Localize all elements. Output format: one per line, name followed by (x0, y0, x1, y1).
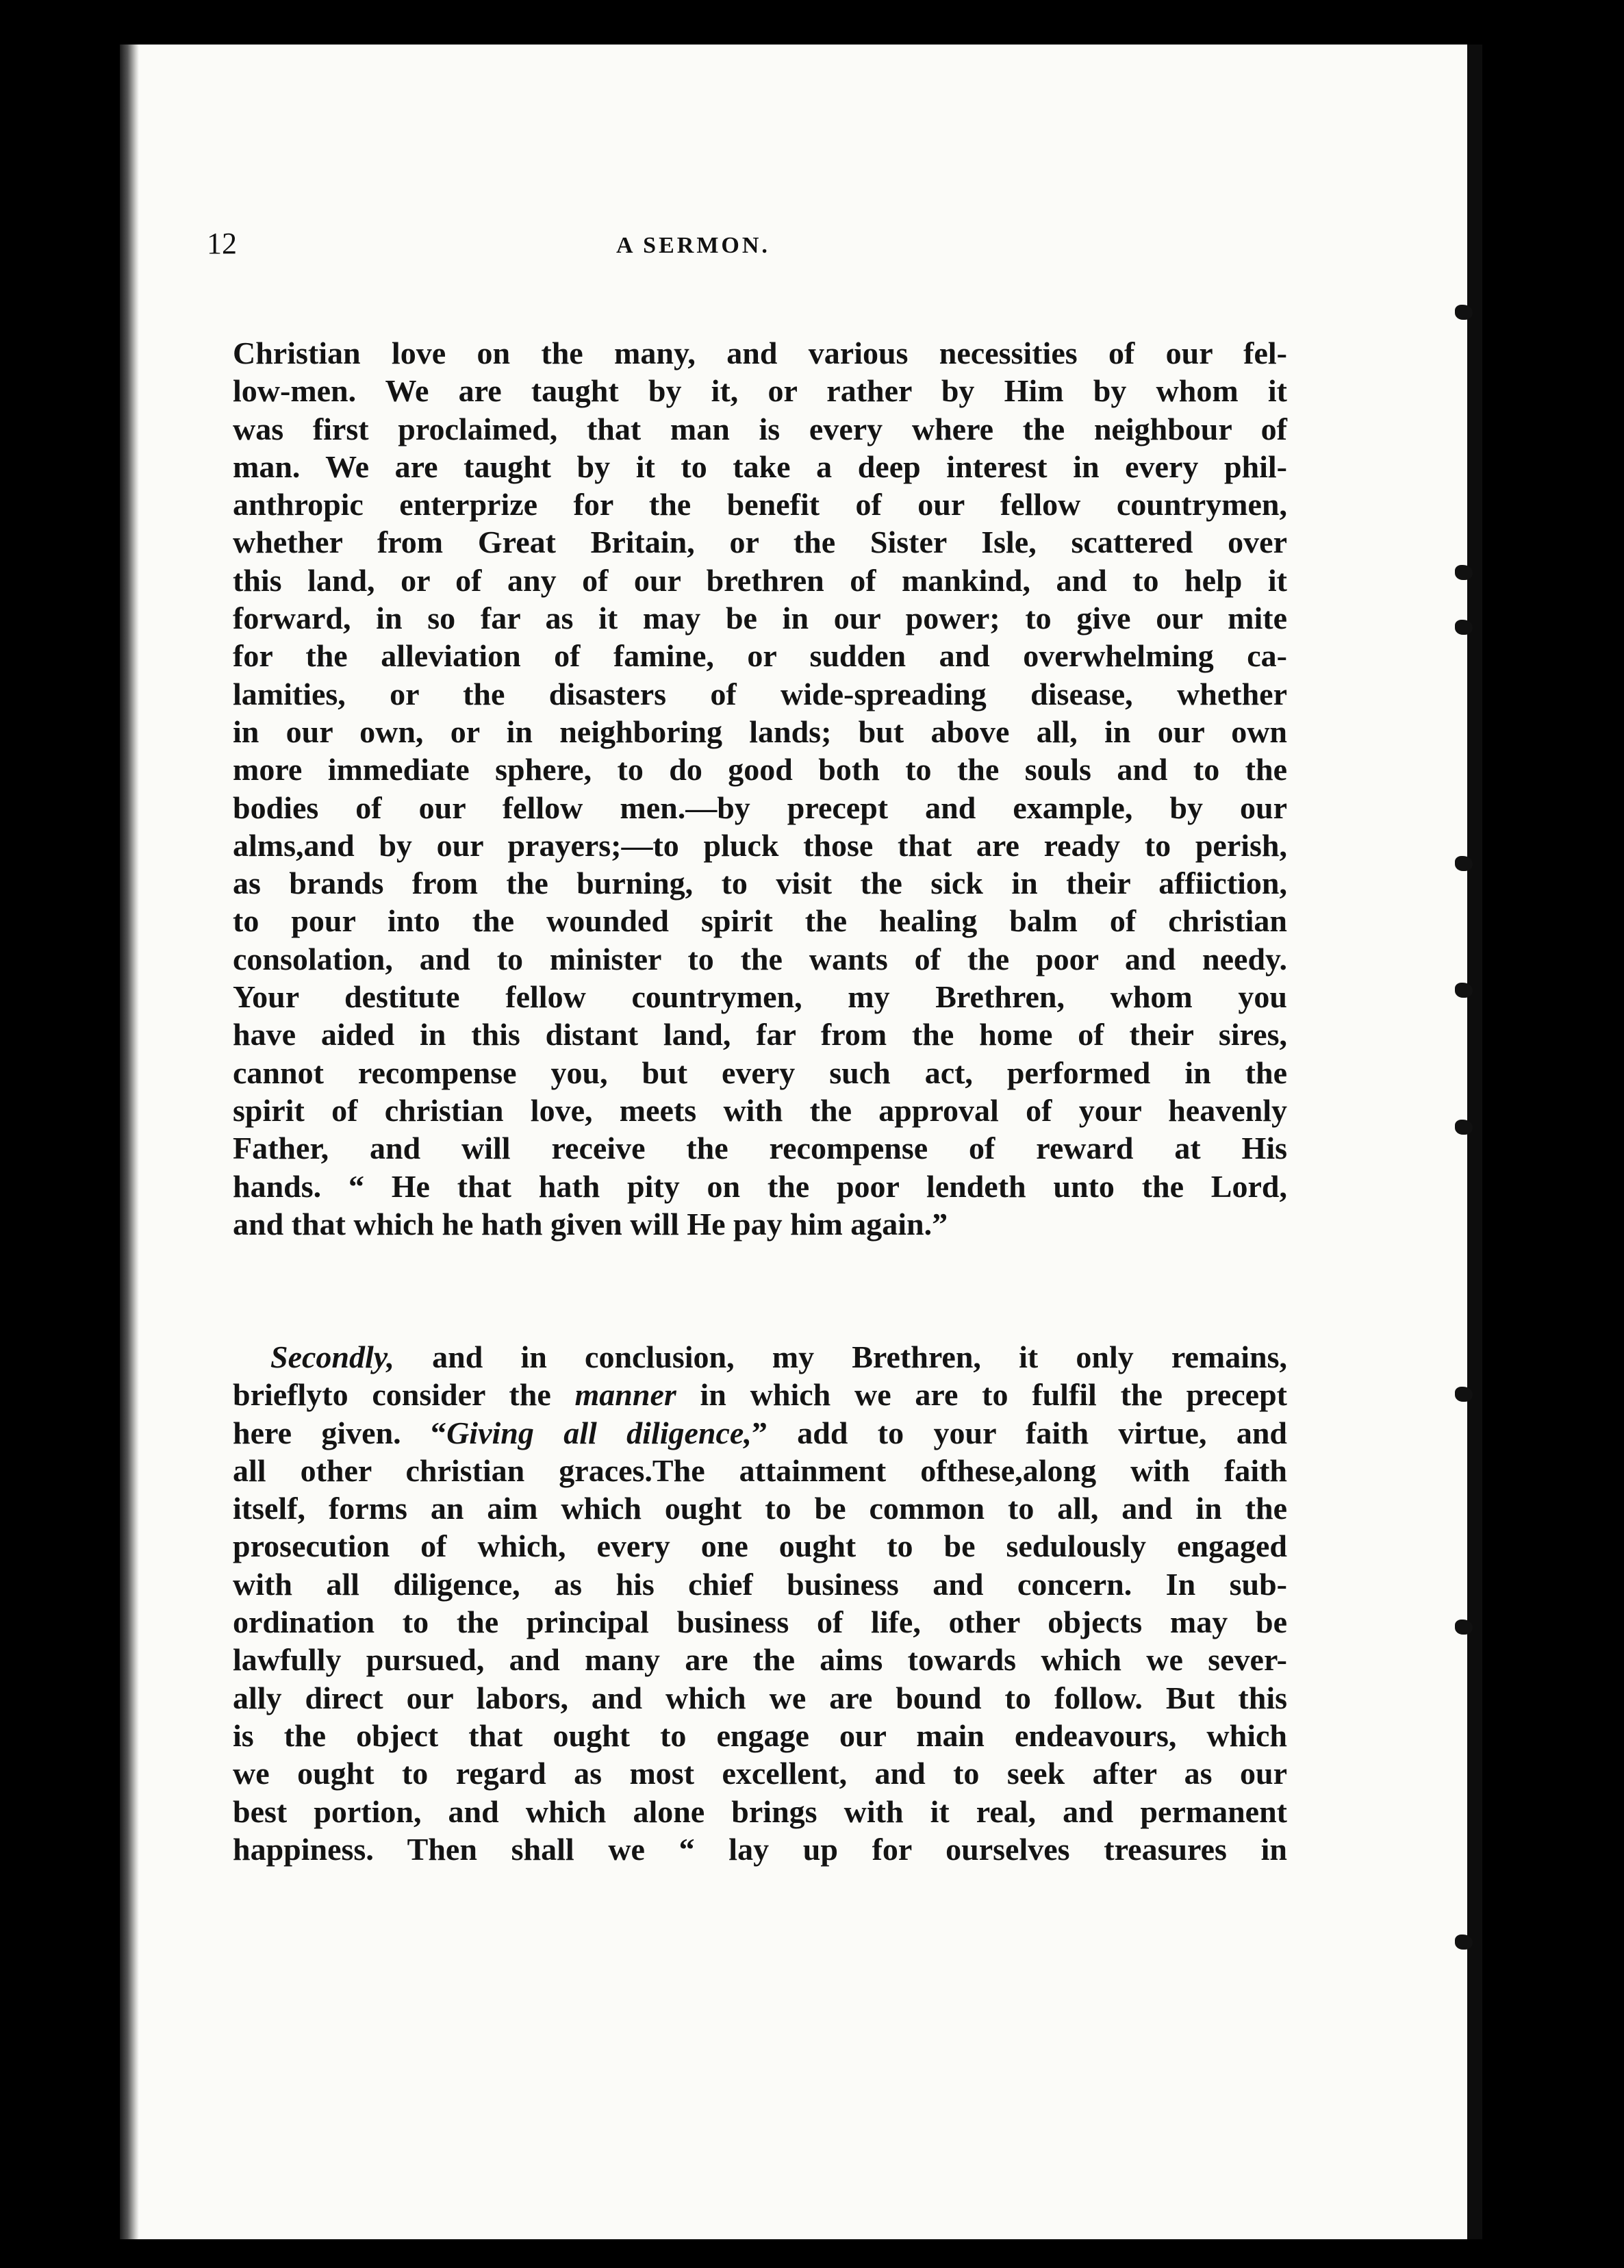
text-line: with all diligence, as his chief business and concern. In sub- (233, 1566, 1287, 1602)
text-line (233, 1338, 1287, 1376)
text-line: Your destitute fellow countrymen, my Brethren, whom you (233, 979, 1287, 1015)
text-fragment: brieflyto consider the (233, 1377, 575, 1413)
text-line: man. We are taught by it to take a deep interest in every phil- (233, 449, 1287, 484)
italic-word: Secondly, (270, 1339, 394, 1374)
text-line: best portion, and which alone brings with it real, and permanent (233, 1793, 1287, 1829)
text-line: spirit of christian love, meets with the approval of your heavenly (233, 1092, 1287, 1128)
text-line: this land, or of any of our brethren of mankind, and to help it (233, 562, 1287, 598)
text-line: low-men. We are taught by it, or rather by Him by whom it (233, 373, 1287, 409)
text-line: lamities, or the disasters of wide-spreading disease, whether (233, 676, 1287, 711)
text-line: happiness. Then shall we “ lay up for ourselves treasures in (233, 1831, 1287, 1867)
text-line: in our own, or in neighboring lands; but above all, in our own (233, 714, 1287, 749)
text-line: forward, in so far as it may be in our power; to give our mite (233, 601, 1287, 636)
left-spine-shadow (120, 45, 139, 2239)
text-line: have aided in this distant land, far from the home of their sires, (233, 1017, 1287, 1053)
text-line: and that which he hath given will He pay him again.” (233, 1206, 948, 1242)
text-line: ally direct our labors, and which we are bound to follow. But this (233, 1680, 1287, 1715)
text-fragment: ” add to your faith virtue, and (751, 1415, 1288, 1450)
text-line: cannot recompense you, but every such act, performed in the (233, 1055, 1287, 1090)
binding-mark (1455, 305, 1473, 320)
text-line: prosecution of which, every one ought to be sedulously engaged (233, 1528, 1287, 1564)
text-fragment: here given. “ (233, 1415, 447, 1450)
paragraph-1 (233, 334, 1287, 1243)
binding-mark (1455, 856, 1473, 871)
text-line: is the object that ought to engage our main endeavours, which (233, 1717, 1287, 1753)
text-line: hands. “ He that hath pity on the poor lendeth unto the Lord, (233, 1168, 1287, 1204)
text-line: alms,and by our prayers;—to pluck those that are ready to perish, (233, 827, 1287, 863)
text-line: to pour into the wounded spirit the healing balm of christian (233, 903, 1287, 939)
text-line: more immediate sphere, to do good both to the souls and to the (233, 752, 1287, 788)
binding-mark (1455, 1620, 1473, 1635)
text-line: Christian love on the many, and various necessities of our fel- (233, 336, 1287, 370)
text-line: consolation, and to minister to the wants of the poor and needy. (233, 941, 1287, 977)
text-line: bodies of our fellow men.—by precept and example, by our (233, 790, 1287, 825)
text-line: itself, forms an aim which ought to be common to all, and in the (233, 1491, 1287, 1526)
text-line: whether from Great Britain, or the Sister Isle, scattered over (233, 525, 1287, 560)
paragraph-2 (233, 1338, 1287, 1868)
text-line: for the alleviation of famine, or sudden and overwhelming ca- (233, 638, 1287, 674)
binding-mark (1455, 1935, 1473, 1950)
text-line: ordination to the principal business of life, other objects may be (233, 1604, 1287, 1640)
binding-mark (1455, 620, 1473, 635)
text-line: Father, and will receive the recompense of reward at His (233, 1131, 1287, 1166)
italic-phrase: Giving all diligence, (446, 1415, 752, 1450)
right-binding-edge (1467, 45, 1482, 2239)
text-line: all other christian graces.The attainment ofthese,along with faith (233, 1452, 1287, 1488)
text-line: as brands from the burning, to visit the sick in their affiiction, (233, 866, 1287, 901)
italic-word: manner (574, 1377, 676, 1413)
text-line: was first proclaimed, that man is every where the neighbour of (233, 411, 1287, 446)
binding-mark (1455, 983, 1473, 998)
text-line: we ought to regard as most excellent, and to seek after as our (233, 1756, 1287, 1791)
running-title: A SERMON. (616, 233, 770, 258)
text-line: lawfully pursued, and many are the aims towards which we sever- (233, 1642, 1287, 1678)
binding-mark (1455, 1120, 1473, 1135)
binding-mark (1455, 565, 1473, 580)
text-line: anthropic enterprize for the benefit of our fellow countrymen, (233, 487, 1287, 522)
text-line (233, 1414, 1287, 1452)
text-line (233, 1376, 1287, 1413)
text-fragment: and in conclusion, my Brethren, it only remains, (394, 1339, 1287, 1374)
text-fragment: in which we are to fulfil the precept (676, 1377, 1287, 1413)
page-number: 12 (207, 227, 237, 260)
binding-mark (1455, 1387, 1473, 1402)
